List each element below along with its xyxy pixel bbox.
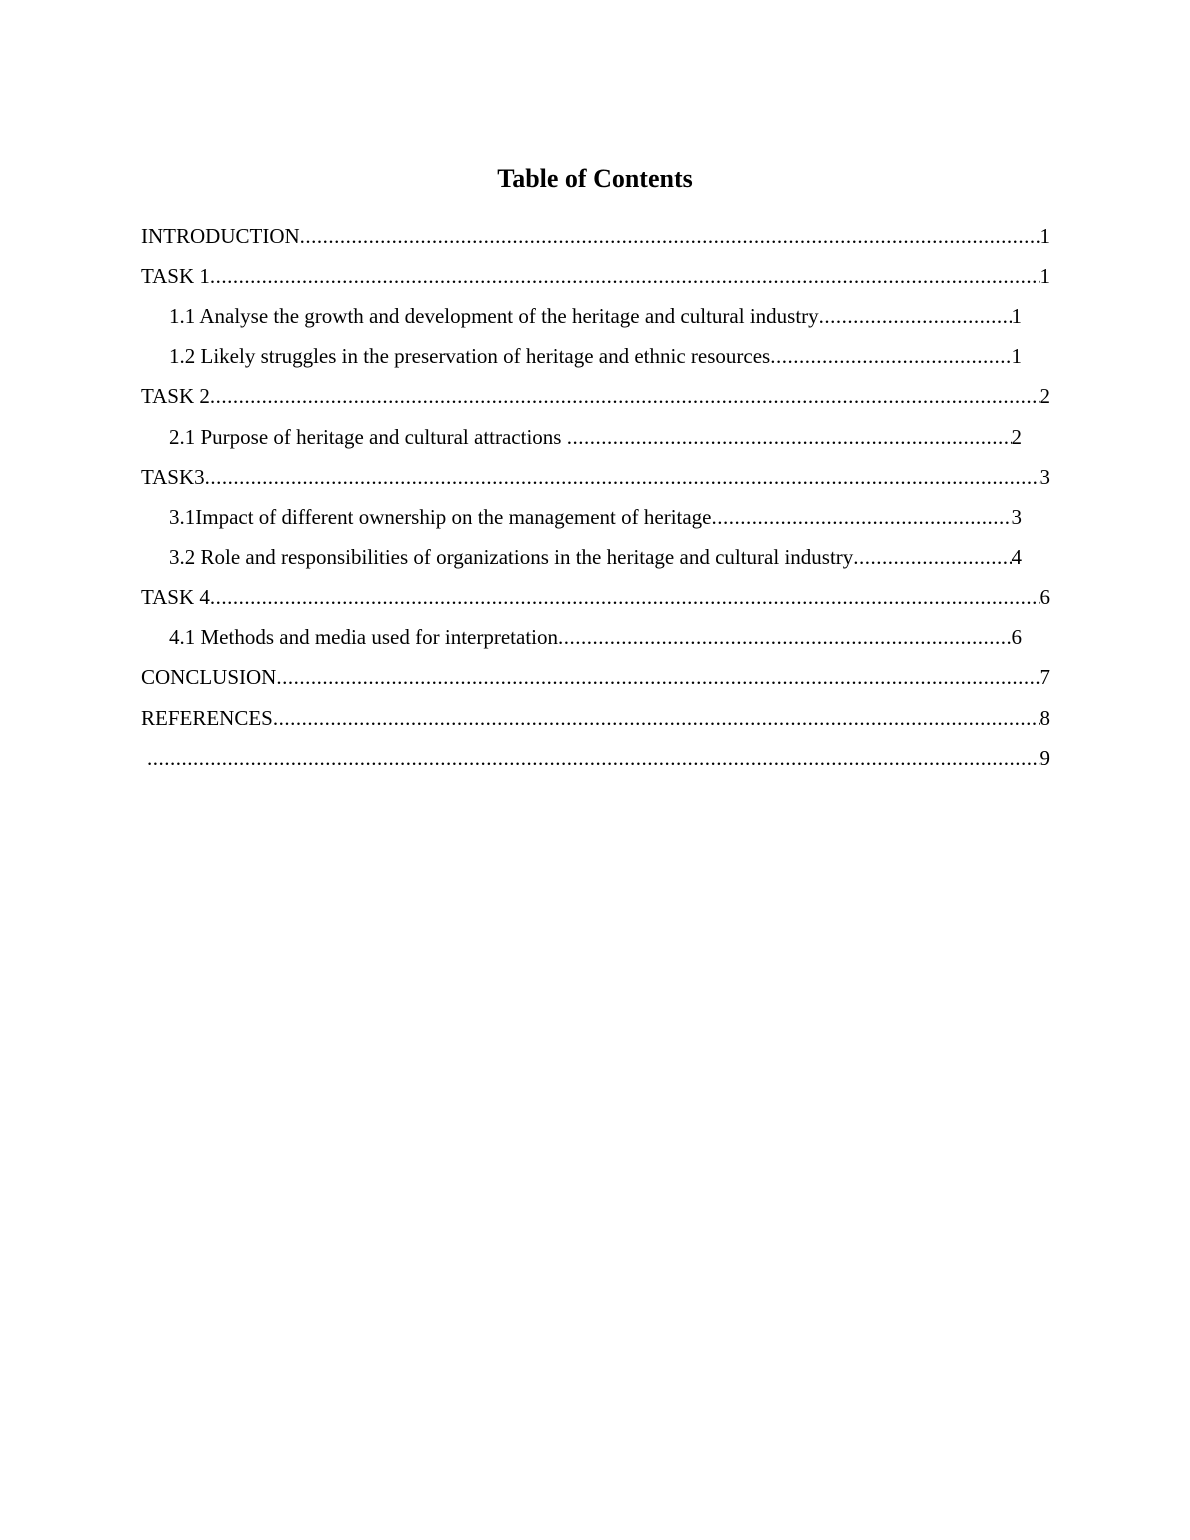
toc-dot-leader [558,621,1012,653]
toc-entry-untitled[interactable] [147,742,1050,774]
toc-dot-leader [273,702,1040,734]
toc-dot-leader [770,340,1011,372]
toc-dot-leader [210,380,1040,412]
toc-entry-page-number: 6 [1011,625,1022,649]
toc-entry-page-number: 3 [1011,505,1022,529]
toc-entry-conclusion[interactable] [141,661,1050,693]
toc-entry-label: TASK3 [141,465,205,489]
toc-entry-page-number: 1 [1039,224,1050,248]
toc-entry-label: TASK 2 [141,384,210,408]
toc-entry-page-number: 1 [1011,344,1022,368]
toc-entry-label: 2.1 Purpose of heritage and cultural attractions [169,425,567,449]
toc-entry-page-number: 6 [1039,585,1050,609]
toc-entry-label: 4.1 Methods and media used for interpretation [169,625,558,649]
toc-entry-task-3[interactable] [141,461,1050,493]
toc-entry-label: 1.1 Analyse the growth and development of the heritage and cultural industry [169,304,819,328]
toc-entry-1-2[interactable] [169,340,1022,372]
toc-entry-page-number: 8 [1039,706,1050,730]
toc-dot-leader [300,220,1040,252]
toc-entry-label: INTRODUCTION [141,224,300,248]
toc-entry-page-number: 2 [1011,425,1022,449]
toc-entry-page-number: 4 [1011,545,1022,569]
toc-title: Table of Contents [497,164,693,193]
toc-entry-page-number: 3 [1039,465,1050,489]
toc-entry-3-1[interactable] [169,501,1022,533]
toc-entry-label: 3.2 Role and responsibilities of organizations in the heritage and cultural industry [169,545,854,569]
toc-entry-4-1[interactable] [169,621,1022,653]
toc-entry-page-number: 1 [1039,264,1050,288]
toc-entry-page-number: 2 [1039,384,1050,408]
toc-entry-page-number: 1 [1011,304,1022,328]
toc-entry-label: REFERENCES [141,706,273,730]
toc-entry-task-4[interactable] [141,581,1050,613]
toc-entry-page-number: 7 [1039,665,1050,689]
toc-entry-references[interactable] [141,702,1050,734]
toc-dot-leader [147,742,1040,774]
toc-dot-leader [819,300,1012,332]
toc-entry-3-2[interactable] [169,541,1022,573]
toc-entry-1-1[interactable] [169,300,1022,332]
toc-entry-label: TASK 4 [141,585,210,609]
toc-entry-task-1[interactable] [141,260,1050,292]
toc-entry-label: CONCLUSION [141,665,277,689]
toc-dot-leader [210,260,1040,292]
toc-entry-page-number: 9 [1039,746,1050,770]
toc-dot-leader [210,581,1040,613]
toc-entry-introduction[interactable] [141,220,1050,252]
toc-dot-leader [276,661,1039,693]
toc-dot-leader [205,461,1040,493]
toc-entry-label: 1.2 Likely struggles in the preservation of heritage and ethnic resources [169,344,771,368]
toc-dot-leader [567,421,1012,453]
toc-entry-2-1[interactable] [169,421,1022,453]
toc-entry-label: 3.1Impact of different ownership on the management of heritage [169,505,712,529]
toc-dot-leader [712,501,1012,533]
toc-entry-task-2[interactable] [141,380,1050,412]
toc-entry-label: TASK 1 [141,264,210,288]
toc-dot-leader [853,541,1011,573]
